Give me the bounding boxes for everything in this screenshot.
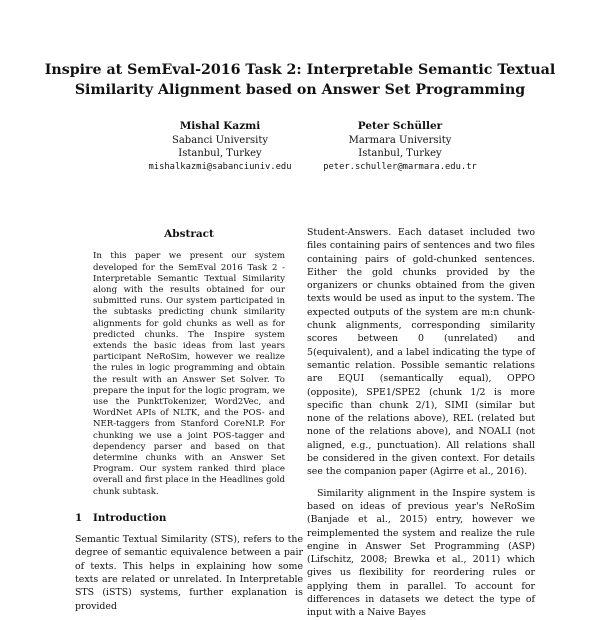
author-city: Istanbul, Turkey [178,148,262,159]
author-affiliation: Sabanci University [171,134,268,146]
author-city: Istanbul, Turkey [358,148,442,159]
author-email: mishalkazmi@sabanciuniv.edu [148,161,292,172]
section-title: Introduction [93,511,167,524]
author-name: Mishal Kazmi [179,120,261,132]
right-column [307,226,535,620]
title-line-1: Inspire at SemEval-2016 Task 2: Interpretable Semantic Textual [44,62,556,78]
left-column [75,228,303,613]
abstract-text: In this paper we present our system developed for the SemEval 2016 Task 2 - Interpretable Semantic Textual Similarity along with the results obtained for our submitted runs. Our system participated in the subtasks predicting chunk similarity alignments for gold chunks as well as for predicted chunks. The Inspire system extends the basic ideas from last years participant NeRoSim, however we realize the rules in logic programming and obtain the result with an Answer Set Solver. To prepare the input for the logic program, we use the PunktTokenizer, Word2Vec, and WordNet APIs of NLTK, and the POS- and NER-taggers from Stanford CoreNLP. For chunking we use a joint POS-tagger and dependency parser and based on that determine chunks with an Answer Set Program. Our system ranked third place overall and first place in the Headlines gold chunk subtask. [93,251,285,497]
abstract-heading: Abstract [164,228,214,240]
section-number: 1 [75,511,83,524]
body-paragraph-2: Similarity alignment in the Inspire system is based on ideas of previous year's NeRoSim (Banjade et al., 2015) entry, however we reimplemented the system and realize the rule engine in Answer Set Programming (ASP) (Lifschitz, 2008; Brewka et al., 2011) which gives us flexibility for reordering rules or applying them in parallel. To account for differences in datasets we detect the type of input with a Naive Bayes [307,487,535,619]
author-block-2 [290,120,510,174]
intro-paragraph: Semantic Textual Similarity (STS), refers to the degree of semantic equivalence between a pair of texts. This helps in explaining how some texts are related or unrelated. In Interpretable STS (iSTS) systems, further explanation is provided [75,534,303,612]
title-line-2: Similarity Alignment based on Answer Set Programming [74,82,526,98]
author-affiliation: Marmara University [348,134,452,146]
author-name: Peter Schüller [357,120,443,132]
paper-title [40,60,560,100]
body-paragraph-1: Student-Answers. Each dataset included two files containing pairs of sentences and two files containing pairs of gold-chunked sentences. Either the gold chunks provided by the organizers or chunks obtained from the given texts would be used as input to the system. The expected outputs of the system are m:n chunk-chunk alignments, corresponding similarity scores between 0 (unrelated) and 5(equivalent), and a label indicating the type of semantic relation. Possible semantic relations are EQUI (semantically equal), OPPO (opposite), SPE1/SPE2 (chunk 1/2 is more specific than chunk 2/1), SIMI (similar but none of the relations above), REL (related but none of the relations above), and NOALI (not aligned, e.g., punctuation). All relations shall be considered in the given context. For details see the companion paper (Agirre et al., 2016). [307,227,535,478]
author-email: peter.schuller@marmara.edu.tr [323,161,477,172]
section-heading [75,512,303,525]
